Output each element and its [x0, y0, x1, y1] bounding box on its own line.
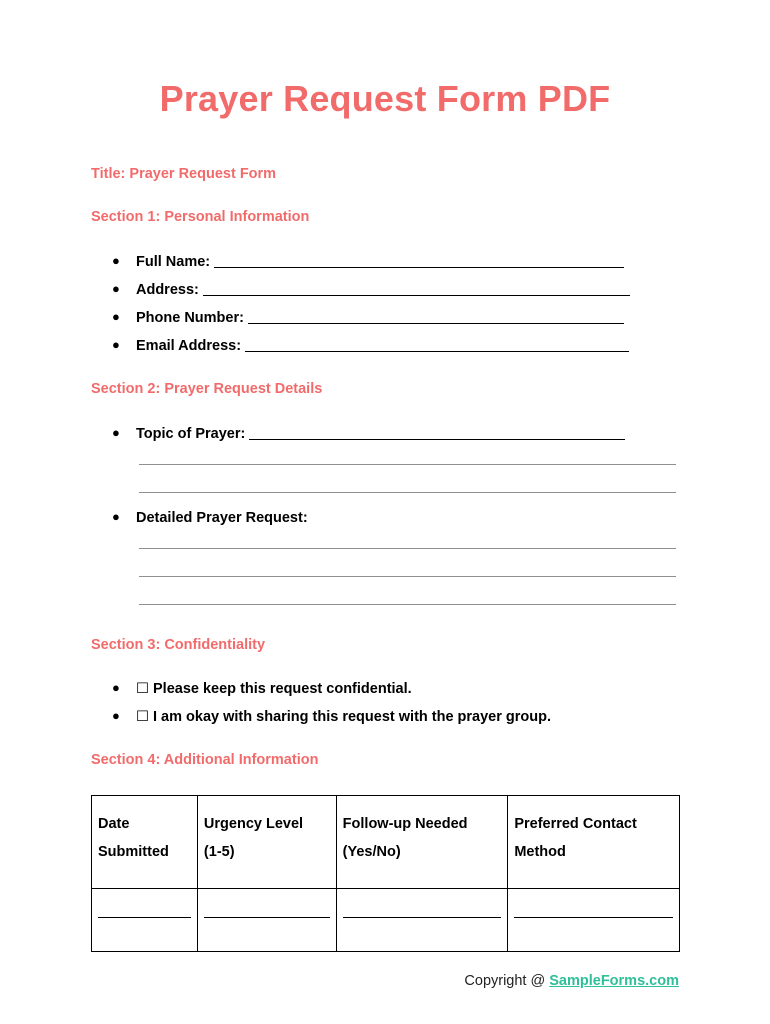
- column-header-follow-up: Follow-up Needed (Yes/No): [336, 796, 508, 889]
- topic-field[interactable]: [249, 426, 625, 440]
- table-row: [92, 889, 680, 952]
- column-header-contact-method: Preferred Contact Method: [508, 796, 680, 889]
- details-row: [112, 509, 308, 526]
- full-name-label: Full Name:: [136, 254, 211, 270]
- phone-number-field[interactable]: [248, 310, 624, 324]
- bullet-icon: ●: [112, 509, 120, 524]
- phone-number-row: [112, 309, 624, 326]
- address-field[interactable]: [203, 282, 630, 296]
- bullet-icon: ●: [112, 281, 120, 296]
- urgency-level-cell[interactable]: [197, 889, 336, 952]
- details-line-2[interactable]: [139, 576, 676, 577]
- bullet-icon: ●: [112, 253, 120, 268]
- section-3-heading: Section 3: Confidentiality: [91, 637, 266, 653]
- topic-label: Topic of Prayer:: [136, 426, 246, 442]
- bullet-icon: ●: [112, 309, 120, 324]
- column-header-urgency: Urgency Level (1-5): [197, 796, 336, 889]
- full-name-field[interactable]: [214, 254, 624, 268]
- checkbox-icon[interactable]: ☐: [136, 709, 149, 725]
- full-name-row: [112, 253, 624, 270]
- confidential-option-label: Please keep this request confidential.: [153, 681, 412, 697]
- table-header-row: [92, 796, 680, 889]
- email-address-field[interactable]: [245, 338, 629, 352]
- brand-link[interactable]: SampleForms.com: [549, 973, 679, 989]
- copyright-text: Copyright @: [464, 973, 550, 989]
- email-address-row: [112, 337, 629, 354]
- bullet-icon: ●: [112, 680, 120, 695]
- form-title: Title: Prayer Request Form: [91, 166, 277, 182]
- contact-method-cell[interactable]: [508, 889, 680, 952]
- follow-up-cell[interactable]: [336, 889, 508, 952]
- confidential-option: [112, 680, 412, 697]
- address-row: [112, 281, 630, 298]
- column-header-date: Date Submitted: [92, 796, 198, 889]
- share-option-label: I am okay with sharing this request with the prayer group.: [153, 709, 552, 725]
- phone-number-label: Phone Number:: [136, 310, 244, 326]
- copyright-footer: [464, 973, 679, 989]
- bullet-icon: ●: [112, 337, 120, 352]
- email-address-label: Email Address:: [136, 338, 242, 354]
- topic-line-2[interactable]: [139, 492, 676, 493]
- topic-row: [112, 425, 625, 442]
- section-1-heading: Section 1: Personal Information: [91, 209, 310, 225]
- additional-info-table: [91, 795, 680, 952]
- details-line-3[interactable]: [139, 604, 676, 605]
- page-title: Prayer Request Form PDF: [159, 78, 611, 119]
- details-line-1[interactable]: [139, 548, 676, 549]
- details-label: Detailed Prayer Request:: [136, 510, 308, 526]
- section-4-heading: Section 4: Additional Information: [91, 752, 319, 768]
- bullet-icon: ●: [112, 708, 120, 723]
- date-submitted-cell[interactable]: [92, 889, 198, 952]
- bullet-icon: ●: [112, 425, 120, 440]
- checkbox-icon[interactable]: ☐: [136, 681, 149, 697]
- section-2-heading: Section 2: Prayer Request Details: [91, 381, 323, 397]
- address-label: Address:: [136, 282, 199, 298]
- share-option: [112, 708, 551, 725]
- topic-line-1[interactable]: [139, 464, 676, 465]
